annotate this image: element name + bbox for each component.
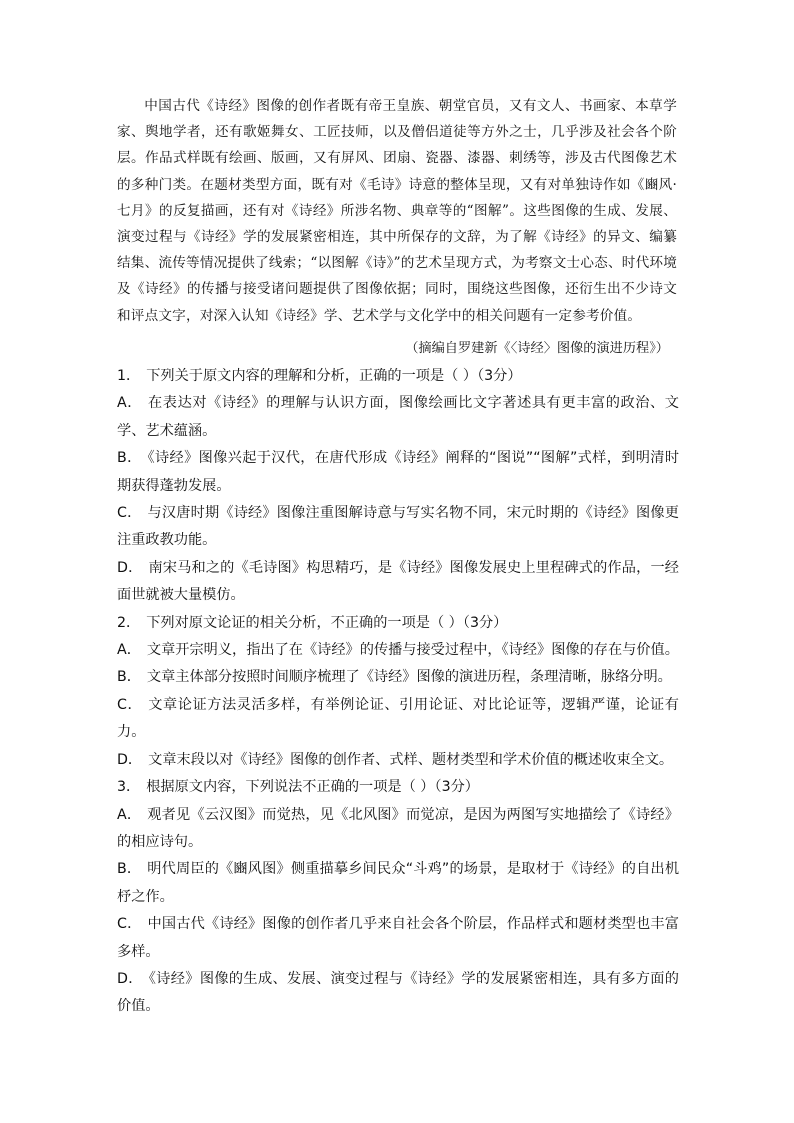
question-stem [117, 363, 679, 390]
option-letter: D． [117, 970, 143, 987]
question-1 [117, 363, 679, 610]
option-a [117, 390, 679, 445]
option-letter: C． [117, 505, 142, 522]
option-a [117, 637, 679, 664]
option-c [117, 500, 679, 555]
question-number: 2． [117, 614, 141, 631]
question-text: 根据原文内容，下列说法不正确的一项是（ ）（3分） [146, 779, 479, 796]
question-stem [117, 610, 679, 637]
option-letter: C． [117, 696, 143, 713]
option-c [117, 692, 679, 747]
option-b [117, 856, 679, 911]
option-letter: D． [117, 559, 143, 576]
option-a [117, 802, 679, 857]
option-text: 文章末段以对《诗经》图像的创作者、式样、题材类型和学术价值的概述收束全文。 [148, 751, 674, 768]
question-3 [117, 774, 679, 1021]
question-number: 1． [117, 368, 141, 384]
question-list [117, 363, 679, 1021]
question-2 [117, 610, 679, 774]
reading-passage: 中国古代《诗经》图像的创作者既有帝王皇族、朝堂官员，又有文人、书画家、本草学家、舆地学者，还有歌姬舞女、工匠技师，以及僧侣道徒等方外之士，几乎涉及社会各个阶层。作品式样既有绘画、版画，又有屏风、团扇、瓷器、漆器、刺绣等，涉及古代图像艺术的多种门类。在题材类型方面，既有对《毛诗》诗意的整体呈现，又有对单独诗作如《豳风·七月》的反复描画，还有对《诗经》所涉名物、典章等的“图解”。这些图像的生成、发展、演变过程与《诗经》学的发展紧密相连，其中所保存的文辞，为了解《诗经》的异文、编纂结集、流传等情况提供了线索；“以图解《诗》”的艺术呈现方式，为考察文士心态、时代环境及《诗经》的传播与接受诸问题提供了图像依据；同时，围绕这些图像，还衍生出不少诗文和评点文字，对深入认知《诗经》学、艺术学与文化学中的相关问题有一定参考价值。 [117, 98, 677, 324]
option-text: 文章论证方法灵活多样，有举例论证、引用论证、对比论证等，逻辑严谨，论证有力。 [117, 696, 679, 741]
option-letter: A． [117, 642, 141, 659]
question-number: 3． [117, 779, 141, 796]
option-letter: A． [117, 395, 143, 412]
option-d [117, 555, 679, 610]
option-text: 明代周臣的《豳风图》侧重描摹乡间民众“斗鸡”的场景，是取材于《诗经》的自出机杼之作。 [117, 861, 680, 905]
option-b [117, 445, 679, 500]
option-text: 文章主体部分按照时间顺序梳理了《诗经》图像的演进历程，条理清晰，脉络分明。 [146, 669, 672, 686]
option-d [117, 966, 679, 1021]
option-text: 文章开宗明义，指出了在《诗经》的传播与接受过程中，《诗经》图像的存在与价值。 [146, 642, 679, 659]
option-text: 中国古代《诗经》图像的创作者几乎来自社会各个阶层，作品样式和题材类型也丰富多样。 [117, 916, 679, 960]
option-letter: B． [117, 450, 142, 467]
option-letter: A． [117, 806, 142, 823]
question-text: 下列对原文论证的相关分析，不正确的一项是（ ）（3分） [146, 614, 508, 631]
option-text: 南宋马和之的《毛诗图》构思精巧，是《诗经》图像发展史上里程碑式的作品，一经面世就被大量模仿。 [117, 559, 679, 604]
passage-source: （摘编自罗建新《〈诗经〉图像的演进历程》） [405, 341, 669, 356]
option-c [117, 911, 679, 966]
option-text: 《诗经》图像的生成、发展、演变过程与《诗经》学的发展紧密相连，具有多方面的价值。 [117, 970, 679, 1015]
option-letter: B． [117, 669, 141, 686]
option-text: 《诗经》图像兴起于汉代，在唐代形成《诗经》阐释的“图说”“图解”式样，到明清时期获得蓬勃发展。 [117, 450, 680, 494]
option-letter: B． [117, 861, 142, 878]
question-text: 下列关于原文内容的理解和分析，正确的一项是（ ）（3分） [146, 368, 522, 384]
option-letter: C． [117, 916, 142, 933]
option-text: 观者见《云汉图》而觉热，见《北风图》而觉凉，是因为两图写实地描绘了《诗经》的相应诗句。 [117, 806, 679, 850]
option-text: 在表达对《诗经》的理解与认识方面，图像绘画比文字著述具有更丰富的政治、文学、艺术蕴涵。 [117, 395, 679, 439]
option-text: 与汉唐时期《诗经》图像注重图解诗意与写实名物不同，宋元时期的《诗经》图像更注重政教功能。 [117, 505, 679, 549]
option-b [117, 664, 679, 691]
option-letter: D． [117, 751, 143, 768]
question-stem [117, 774, 679, 801]
option-d [117, 747, 679, 774]
